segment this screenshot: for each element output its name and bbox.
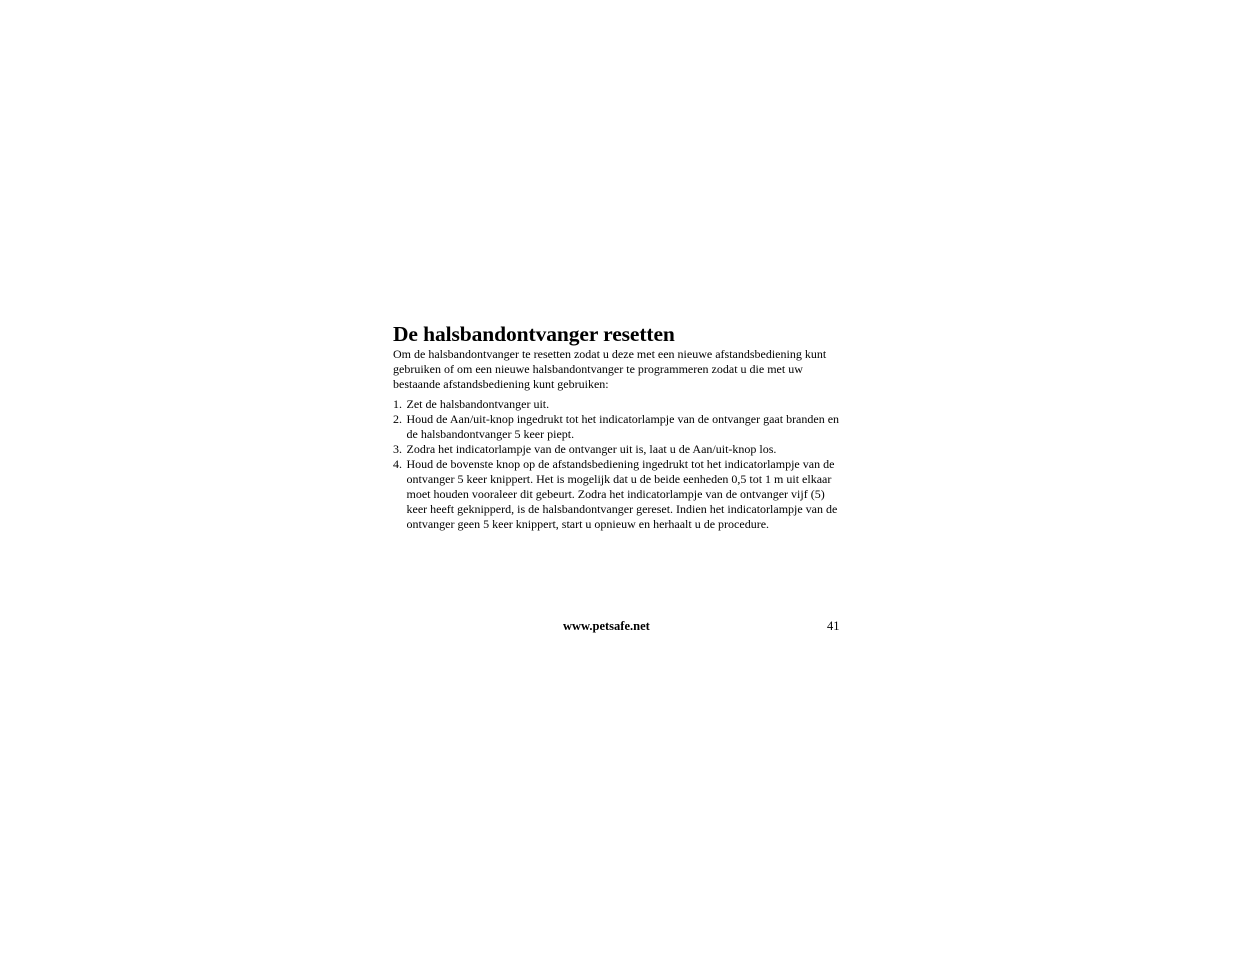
steps-list (393, 397, 841, 532)
page-number: 41 (827, 619, 840, 633)
step-text: Zodra het indicatorlampje van de ontvanger uit is, laat u de Aan/uit-knop los. (406, 442, 777, 456)
list-item (393, 397, 841, 412)
list-item (393, 442, 841, 457)
step-number: 4. (393, 457, 402, 471)
step-number: 1. (393, 397, 402, 411)
intro-paragraph: Om de halsbandontvanger te resetten zodat u deze met een nieuwe afstandsbediening kunt gebruiken of om een nieuwe halsbandontvanger te programmeren zodat u die met uw bestaande afstandsbediening kunt gebruiken: (393, 347, 827, 391)
step-number: 2. (393, 412, 402, 426)
step-text: Houd de bovenste knop op de afstandsbediening ingedrukt tot het indicatorlampje van de ontvanger 5 keer knippert. Het is mogelijk dat u de beide eenheden 0,5 tot 1 m uit elkaar moet houden vooraleer dit gebeurt. Zodra het indicatorlampje van de ontvanger vijf (5) keer heeft geknipperd, is de halsbandontvanger gereset. Indien het indicatorlampje van de ontvanger geen 5 keer knippert, start u opnieuw en herhaalt u de procedure. (406, 457, 838, 531)
list-item (393, 412, 841, 442)
footer-url: www.petsafe.net (563, 619, 650, 633)
step-text: Houd de Aan/uit-knop ingedrukt tot het indicatorlampje van de ontvanger gaat branden en de halsbandontvanger 5 keer piept. (406, 412, 840, 441)
document-page (393, 322, 841, 532)
step-text: Zet de halsbandontvanger uit. (406, 397, 550, 411)
list-item (393, 457, 841, 532)
page-title: De halsbandontvanger resetten (393, 322, 675, 346)
step-number: 3. (393, 442, 402, 456)
